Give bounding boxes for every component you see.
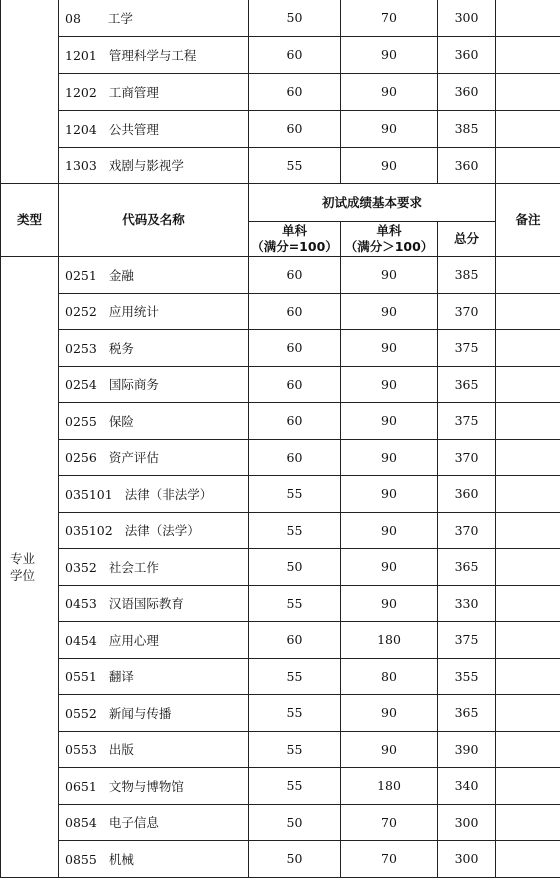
code-name-cell bbox=[59, 366, 249, 403]
table-row bbox=[1, 731, 560, 768]
table-row bbox=[1, 110, 560, 147]
code-name-cell bbox=[59, 439, 249, 476]
code-name-cell bbox=[59, 73, 249, 110]
remark-header: 备注 bbox=[496, 184, 560, 257]
single-over100-cell: 90 bbox=[341, 293, 438, 330]
name: 翻译 bbox=[108, 669, 134, 685]
code: 035101 bbox=[65, 486, 113, 502]
remark-cell bbox=[496, 293, 560, 330]
single100-cell: 60 bbox=[249, 439, 341, 476]
single-over100-cell: 90 bbox=[341, 403, 438, 440]
single100-cell: 55 bbox=[249, 768, 341, 805]
table-row bbox=[1, 73, 560, 110]
single-over100-cell: 90 bbox=[341, 36, 438, 73]
code: 0553 bbox=[65, 742, 97, 758]
single100-cell: 60 bbox=[249, 257, 341, 294]
name: 税务 bbox=[108, 340, 134, 356]
code: 0453 bbox=[65, 596, 97, 612]
single100-cell: 60 bbox=[249, 622, 341, 659]
code-name-cell bbox=[59, 0, 249, 36]
single100-header bbox=[249, 222, 341, 257]
code-name-cell bbox=[59, 403, 249, 440]
single100-cell: 55 bbox=[249, 658, 341, 695]
requirement-header: 初试成绩基本要求 bbox=[249, 184, 496, 222]
name: 国际商务 bbox=[108, 377, 159, 393]
name: 文物与博物馆 bbox=[108, 778, 184, 794]
code: 0256 bbox=[65, 450, 97, 466]
single-over100-cell: 80 bbox=[341, 658, 438, 695]
single-over100-cell: 90 bbox=[341, 330, 438, 367]
table-row bbox=[1, 585, 560, 622]
code: 0855 bbox=[65, 851, 97, 867]
code-name-cell bbox=[59, 695, 249, 732]
single-over100-cell: 90 bbox=[341, 439, 438, 476]
code-name-cell bbox=[59, 330, 249, 367]
code-name-cell bbox=[59, 110, 249, 147]
code-name-cell bbox=[59, 585, 249, 622]
name: 资产评估 bbox=[108, 450, 159, 466]
table-row bbox=[1, 439, 560, 476]
code-name-cell bbox=[59, 804, 249, 841]
table-row bbox=[1, 293, 560, 330]
table-row bbox=[1, 804, 560, 841]
total-cell: 390 bbox=[438, 731, 496, 768]
table-row bbox=[1, 476, 560, 513]
code: 1303 bbox=[65, 158, 97, 174]
code-name-cell bbox=[59, 768, 249, 805]
single-over100-header-line1: 单科 bbox=[376, 223, 402, 238]
single-over100-cell: 90 bbox=[341, 110, 438, 147]
single-over100-header bbox=[341, 222, 438, 257]
single100-cell: 50 bbox=[249, 0, 341, 36]
single100-cell: 60 bbox=[249, 366, 341, 403]
remark-cell bbox=[496, 804, 560, 841]
total-cell: 365 bbox=[438, 695, 496, 732]
remark-cell bbox=[496, 147, 560, 184]
name: 金融 bbox=[108, 267, 134, 283]
single100-cell: 50 bbox=[249, 804, 341, 841]
name: 电子信息 bbox=[108, 815, 159, 831]
total-cell: 365 bbox=[438, 366, 496, 403]
single100-cell: 55 bbox=[249, 731, 341, 768]
code: 0352 bbox=[65, 559, 97, 575]
total-cell: 365 bbox=[438, 549, 496, 586]
table-row bbox=[1, 549, 560, 586]
total-cell: 375 bbox=[438, 330, 496, 367]
name: 法律（非法学） bbox=[124, 486, 213, 502]
single-over100-cell: 90 bbox=[341, 549, 438, 586]
single-over100-cell: 90 bbox=[341, 512, 438, 549]
name: 应用心理 bbox=[108, 632, 159, 648]
code: 0454 bbox=[65, 632, 97, 648]
single100-cell: 55 bbox=[249, 585, 341, 622]
single100-cell: 55 bbox=[249, 512, 341, 549]
code-name-cell bbox=[59, 147, 249, 184]
total-cell: 370 bbox=[438, 439, 496, 476]
table-row bbox=[1, 147, 560, 184]
table-row bbox=[1, 403, 560, 440]
table-row bbox=[1, 366, 560, 403]
single-over100-cell: 70 bbox=[341, 0, 438, 36]
single100-cell: 55 bbox=[249, 476, 341, 513]
single100-cell: 60 bbox=[249, 110, 341, 147]
total-header: 总分 bbox=[438, 222, 496, 257]
single-over100-cell: 90 bbox=[341, 476, 438, 513]
single-over100-header-line2: （满分＞100） bbox=[344, 239, 434, 254]
code-name-cell bbox=[59, 257, 249, 294]
code-name-header: 代码及名称 bbox=[59, 184, 249, 257]
single100-cell: 50 bbox=[249, 549, 341, 586]
single100-cell: 55 bbox=[249, 147, 341, 184]
name: 出版 bbox=[108, 742, 134, 758]
remark-cell bbox=[496, 768, 560, 805]
single100-header-line1: 单科 bbox=[281, 223, 307, 238]
table-row bbox=[1, 622, 560, 659]
single100-cell: 60 bbox=[249, 293, 341, 330]
single-over100-cell: 90 bbox=[341, 366, 438, 403]
name: 汉语国际教育 bbox=[108, 596, 184, 612]
remark-cell bbox=[496, 549, 560, 586]
name: 新闻与传播 bbox=[108, 705, 172, 721]
remark-cell bbox=[496, 841, 560, 878]
remark-cell bbox=[496, 585, 560, 622]
single-over100-cell: 90 bbox=[341, 585, 438, 622]
single100-cell: 55 bbox=[249, 695, 341, 732]
name: 应用统计 bbox=[108, 304, 159, 320]
single-over100-cell: 180 bbox=[341, 622, 438, 659]
code: 0252 bbox=[65, 304, 97, 320]
total-cell: 300 bbox=[438, 0, 496, 36]
name: 公共管理 bbox=[108, 121, 159, 137]
total-cell: 370 bbox=[438, 293, 496, 330]
code-name-cell bbox=[59, 36, 249, 73]
code-name-cell bbox=[59, 731, 249, 768]
remark-cell bbox=[496, 0, 560, 36]
single-over100-cell: 70 bbox=[341, 841, 438, 878]
code: 0254 bbox=[65, 377, 97, 393]
type-label-line2: 学位 bbox=[10, 567, 36, 583]
code: 0251 bbox=[65, 267, 97, 283]
single-over100-cell: 90 bbox=[341, 731, 438, 768]
name: 工学 bbox=[107, 10, 133, 26]
single-over100-cell: 90 bbox=[341, 695, 438, 732]
code: 0552 bbox=[65, 705, 97, 721]
single-over100-cell: 90 bbox=[341, 147, 438, 184]
code: 1202 bbox=[65, 84, 97, 100]
total-cell: 375 bbox=[438, 403, 496, 440]
remark-cell bbox=[496, 512, 560, 549]
single100-cell: 60 bbox=[249, 403, 341, 440]
type-header: 类型 bbox=[1, 184, 59, 257]
single-over100-cell: 90 bbox=[341, 73, 438, 110]
remark-cell bbox=[496, 36, 560, 73]
remark-cell bbox=[496, 110, 560, 147]
remark-cell bbox=[496, 439, 560, 476]
table-row bbox=[1, 512, 560, 549]
total-cell: 375 bbox=[438, 622, 496, 659]
total-cell: 385 bbox=[438, 110, 496, 147]
remark-cell bbox=[496, 622, 560, 659]
name: 管理科学与工程 bbox=[108, 47, 197, 63]
total-cell: 360 bbox=[438, 147, 496, 184]
table-row bbox=[1, 841, 560, 878]
total-cell: 330 bbox=[438, 585, 496, 622]
total-cell: 360 bbox=[438, 476, 496, 513]
header-row bbox=[1, 184, 560, 222]
single100-header-line2: （满分=100） bbox=[251, 239, 338, 254]
table-row bbox=[1, 658, 560, 695]
single100-cell: 60 bbox=[249, 36, 341, 73]
single100-cell: 60 bbox=[249, 330, 341, 367]
total-cell: 370 bbox=[438, 512, 496, 549]
total-cell: 360 bbox=[438, 36, 496, 73]
table-row bbox=[1, 768, 560, 805]
total-cell: 300 bbox=[438, 841, 496, 878]
code: 0551 bbox=[65, 669, 97, 685]
table-row bbox=[1, 695, 560, 732]
code: 1204 bbox=[65, 121, 97, 137]
code-name-cell bbox=[59, 512, 249, 549]
code: 0255 bbox=[65, 413, 97, 429]
table-row bbox=[1, 330, 560, 367]
total-cell: 355 bbox=[438, 658, 496, 695]
remark-cell bbox=[496, 257, 560, 294]
type-label-line1: 专业 bbox=[10, 550, 36, 566]
single-over100-cell: 70 bbox=[341, 804, 438, 841]
name: 机械 bbox=[108, 851, 134, 867]
name: 工商管理 bbox=[108, 84, 159, 100]
single100-cell: 60 bbox=[249, 73, 341, 110]
remark-cell bbox=[496, 403, 560, 440]
type-cell bbox=[1, 257, 59, 878]
code: 0854 bbox=[65, 815, 97, 831]
name: 戏剧与影视学 bbox=[108, 158, 184, 174]
remark-cell bbox=[496, 658, 560, 695]
code: 0651 bbox=[65, 778, 97, 794]
name: 社会工作 bbox=[108, 559, 159, 575]
remark-cell bbox=[496, 330, 560, 367]
remark-cell bbox=[496, 366, 560, 403]
code-name-cell bbox=[59, 841, 249, 878]
code: 1201 bbox=[65, 47, 97, 63]
type-cell bbox=[1, 0, 59, 184]
name: 法律（法学） bbox=[124, 523, 200, 539]
name: 保险 bbox=[108, 413, 134, 429]
code: 035102 bbox=[65, 523, 113, 539]
code: 08 bbox=[65, 10, 81, 26]
single-over100-cell: 180 bbox=[341, 768, 438, 805]
remark-cell bbox=[496, 695, 560, 732]
remark-cell bbox=[496, 73, 560, 110]
code-name-cell bbox=[59, 293, 249, 330]
total-cell: 340 bbox=[438, 768, 496, 805]
total-cell: 385 bbox=[438, 257, 496, 294]
total-cell: 300 bbox=[438, 804, 496, 841]
total-cell: 360 bbox=[438, 73, 496, 110]
single-over100-cell: 90 bbox=[341, 257, 438, 294]
code-name-cell bbox=[59, 658, 249, 695]
remark-cell bbox=[496, 476, 560, 513]
code: 0253 bbox=[65, 340, 97, 356]
code-name-cell bbox=[59, 622, 249, 659]
table-row bbox=[1, 36, 560, 73]
table-row bbox=[1, 0, 560, 36]
code-name-cell bbox=[59, 476, 249, 513]
table-row bbox=[1, 257, 560, 294]
remark-cell bbox=[496, 731, 560, 768]
single100-cell: 50 bbox=[249, 841, 341, 878]
code-name-cell bbox=[59, 549, 249, 586]
